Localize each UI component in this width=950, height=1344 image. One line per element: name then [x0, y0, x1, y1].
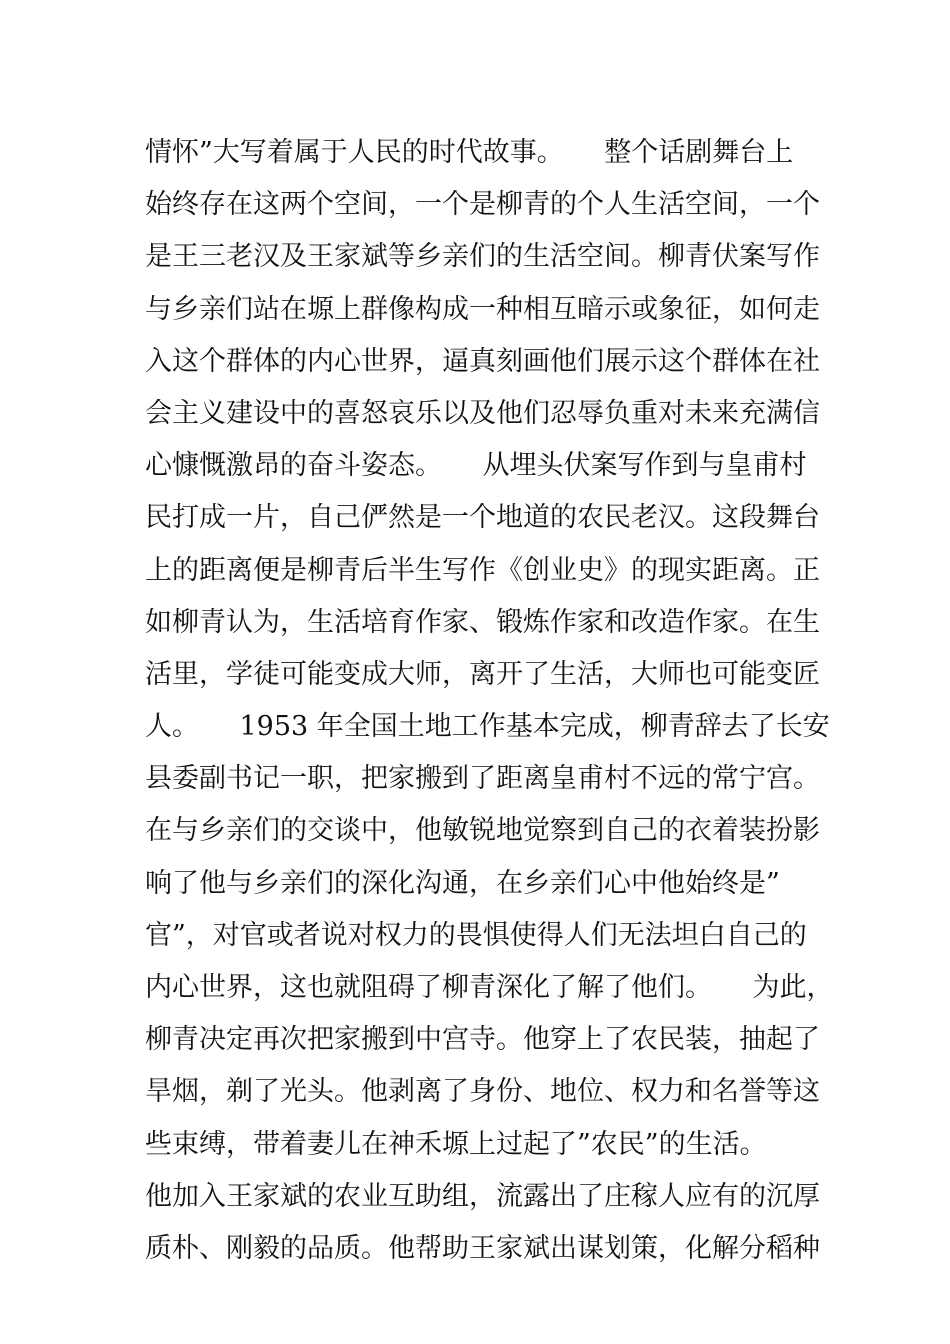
text-line: 内心世界，这也就阻碍了柳青深化了解了他们。 为此， [145, 972, 834, 1003]
text-line: 是王三老汉及王家斌等乡亲们的生活空间。柳青伏案写作 [145, 241, 820, 273]
text-line: 些束缚，带着妻儿在神禾塬上过起了”农民”的生活。 [145, 1128, 767, 1160]
text-line: 质朴、刚毅的品质。他帮助王家斌出谋划策，化解分稻种 [145, 1232, 820, 1264]
body-text [145, 127, 834, 1275]
text-line: 活里，学徒可能变成大师，离开了生活，大师也可能变匠 [145, 658, 820, 690]
text-line: 在与乡亲们的交谈中，他敏锐地觉察到自己的衣着装扮影 [145, 815, 820, 847]
text-line: 官”，对官或者说对权力的畏惧使得人们无法坦白自己的 [145, 919, 807, 951]
text-line: 如柳青认为，生活培育作家、锻炼作家和改造作家。在生 [145, 606, 820, 638]
text-line: 入这个群体的内心世界，逼真刻画他们展示这个群体在社 [145, 345, 820, 377]
text-line: 上的距离便是柳青后半生写作《创业史》的现实距离。正 [145, 554, 820, 586]
text-line: 与乡亲们站在塬上群像构成一种相互暗示或象征，如何走 [145, 293, 820, 325]
text-line: 人。 1953 年全国土地工作基本完成，柳青辞去了长安 [145, 711, 830, 743]
text-line: 旱烟，剃了光头。他剥离了身份、地位、权力和名誉等这 [145, 1076, 820, 1108]
text-line: 会主义建设中的喜怒哀乐以及他们忍辱负重对未来充满信 [145, 397, 820, 429]
text-line: 情怀”大写着属于人民的时代故事。 整个话剧舞台上 [145, 137, 794, 168]
text-line: 民打成一片，自己俨然是一个地道的农民老汉。这段舞台 [145, 502, 820, 534]
text-line: 柳青决定再次把家搬到中宫寺。他穿上了农民装，抽起了 [145, 1024, 820, 1056]
text-line: 心慷慨激昂的奋斗姿态。 从埋头伏案写作到与皇甫村 [145, 450, 807, 482]
text-line: 响了他与乡亲们的深化沟通，在乡亲们心中他始终是” [145, 867, 780, 899]
text-line: 始终存在这两个空间，一个是柳青的个人生活空间，一个 [145, 189, 820, 221]
text-line: 县委副书记一职，把家搬到了距离皇甫村不远的常宁宫。 [145, 763, 820, 795]
text-line: 他加入王家斌的农业互助组，流露出了庄稼人应有的沉厚 [145, 1180, 820, 1212]
